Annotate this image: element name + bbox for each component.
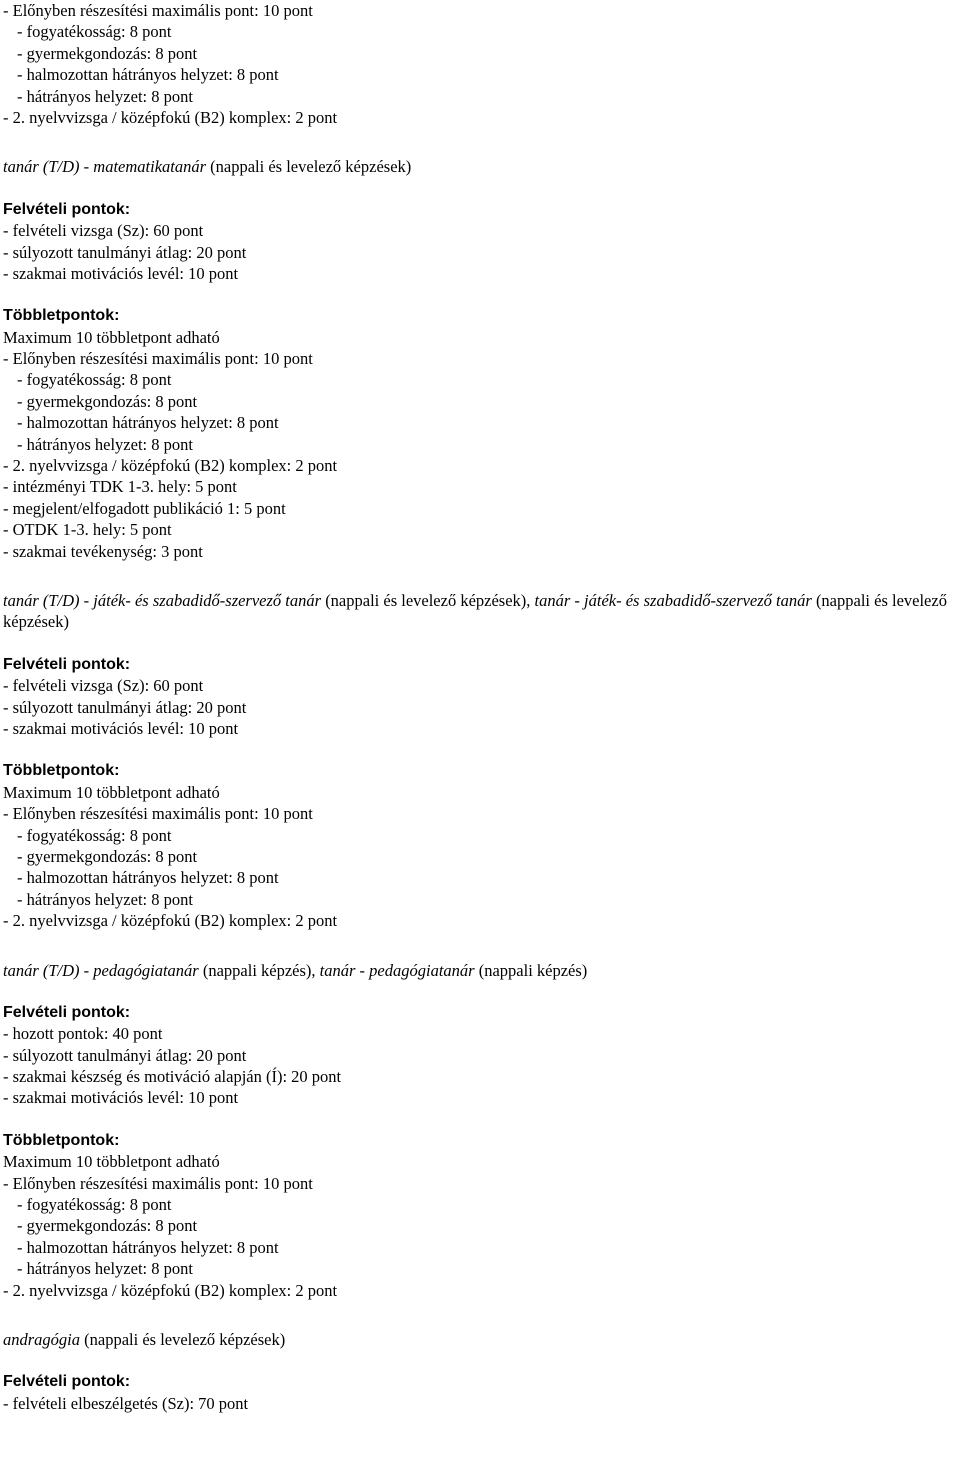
program-name: tanár (T/D) - játék- és szabadidő-szervező tanár	[3, 591, 322, 610]
felveteli-item: - súlyozott tanulmányi átlag: 20 pont	[3, 1045, 247, 1065]
felveteli-item: - hozott pontok: 40 pont	[3, 1024, 163, 1044]
program-section	[3, 1301, 960, 1414]
felveteli-item: - szakmai motivációs levél: 10 pont	[3, 263, 239, 283]
intro-line: - 2. nyelvvizsga / középfokú (B2) komplex: 2 pont	[3, 107, 338, 127]
program-title	[3, 156, 960, 177]
program-name: tanár (T/D) - matematikatanár	[3, 157, 207, 177]
tobblet-item: - megjelent/elfogadott publikáció 1: 5 pont	[3, 498, 286, 518]
intro-line: - halmozottan hátrányos helyzet: 8 pont	[17, 65, 279, 85]
tobblet-item: - 2. nyelvvizsga / középfokú (B2) komplex: 2 pont	[3, 456, 338, 476]
intro-line: - hátrányos helyzet: 8 pont	[17, 86, 193, 106]
program-title	[3, 590, 960, 633]
intro-line: - gyermekgondozás: 8 pont	[17, 43, 198, 63]
felveteli-item: - felvételi vizsga (Sz): 60 pont	[3, 221, 204, 241]
tobblet-item: Maximum 10 többletpont adható	[3, 1152, 220, 1172]
tobblet-item: - 2. nyelvvizsga / középfokú (B2) komplex: 2 pont	[3, 1280, 338, 1300]
document-page	[3, 0, 960, 1414]
program-title	[3, 1329, 960, 1350]
tobblet-heading: Többletpontok:	[3, 762, 120, 780]
tobblet-item: - halmozottan hátrányos helyzet: 8 pont	[17, 1237, 279, 1257]
tobblet-item: - 2. nyelvvizsga / középfokú (B2) komplex: 2 pont	[3, 911, 338, 931]
tobblet-item: - gyermekgondozás: 8 pont	[17, 846, 198, 866]
program-section	[3, 932, 960, 1301]
tobblet-item: - halmozottan hátrányos helyzet: 8 pont	[17, 868, 279, 888]
felveteli-item: - felvételi vizsga (Sz): 60 pont	[3, 676, 204, 696]
spacer	[3, 284, 960, 305]
tobblet-item: - fogyatékosság: 8 pont	[17, 825, 172, 845]
spacer	[3, 1350, 960, 1371]
program-sections	[3, 128, 960, 1414]
intro-line: - Előnyben részesítési maximális pont: 10 pont	[3, 1, 313, 20]
program-title	[3, 960, 960, 981]
felveteli-item: - szakmai motivációs levél: 10 pont	[3, 1088, 239, 1108]
program-format: (nappali képzés)	[474, 960, 588, 980]
tobblet-item: - szakmai tevékenység: 3 pont	[3, 541, 203, 561]
felveteli-item: - felvételi elbeszélgetés (Sz): 70 pont	[3, 1393, 249, 1413]
felveteli-heading: Felvételi pontok:	[3, 200, 131, 218]
felveteli-heading: Felvételi pontok:	[3, 1373, 131, 1391]
program-name: andragógia	[3, 1329, 81, 1349]
program-format: (nappali és levelező képzések)	[206, 157, 412, 177]
program-name: tanár - játék- és szabadidő-szervező tanár	[534, 591, 812, 610]
felveteli-heading: Felvételi pontok:	[3, 1003, 131, 1021]
tobblet-item: - OTDK 1-3. hely: 5 pont	[3, 520, 172, 540]
tobblet-item: - hátrányos helyzet: 8 pont	[17, 434, 193, 454]
spacer	[3, 1301, 960, 1329]
tobblet-heading: Többletpontok:	[3, 307, 120, 325]
program-format: (nappali és levelező képzések)	[3, 591, 947, 632]
tobblet-item: - Előnyben részesítési maximális pont: 10 pont	[3, 349, 313, 369]
program-section	[3, 128, 960, 562]
tobblet-item: - Előnyben részesítési maximális pont: 10 pont	[3, 804, 313, 824]
tobblet-heading: Többletpontok:	[3, 1131, 120, 1149]
tobblet-item: - halmozottan hátrányos helyzet: 8 pont	[17, 413, 279, 433]
felveteli-item: - súlyozott tanulmányi átlag: 20 pont	[3, 242, 247, 262]
program-name: tanár - pedagógiatanár	[319, 960, 475, 980]
tobblet-item: - gyermekgondozás: 8 pont	[17, 1216, 198, 1236]
tobblet-item: Maximum 10 többletpont adható	[3, 782, 220, 802]
tobblet-item: - hátrányos helyzet: 8 pont	[17, 1259, 193, 1279]
felveteli-item: - szakmai készség és motiváció alapján (Í): 20 pont	[3, 1067, 342, 1087]
spacer	[3, 128, 960, 156]
program-format: (nappali és levelező képzések),	[321, 591, 535, 610]
tobblet-item: - intézményi TDK 1-3. hely: 5 pont	[3, 477, 237, 497]
tobblet-item: - Előnyben részesítési maximális pont: 10 pont	[3, 1173, 313, 1193]
spacer	[3, 178, 960, 199]
spacer	[3, 981, 960, 1002]
tobblet-item: - fogyatékosság: 8 pont	[17, 370, 172, 390]
intro-line: - fogyatékosság: 8 pont	[17, 22, 172, 42]
spacer	[3, 633, 960, 654]
intro-block	[3, 0, 960, 128]
tobblet-item: - gyermekgondozás: 8 pont	[17, 391, 198, 411]
program-format: (nappali és levelező képzések)	[80, 1329, 286, 1349]
spacer	[3, 1109, 960, 1130]
spacer	[3, 739, 960, 760]
felveteli-item: - súlyozott tanulmányi átlag: 20 pont	[3, 697, 247, 717]
tobblet-item: - fogyatékosság: 8 pont	[17, 1195, 172, 1215]
program-section	[3, 562, 960, 932]
program-format: (nappali képzés),	[198, 960, 320, 980]
felveteli-heading: Felvételi pontok:	[3, 655, 131, 673]
program-name: tanár (T/D) - pedagógiatanár	[3, 960, 199, 980]
felveteli-item: - szakmai motivációs levél: 10 pont	[3, 718, 239, 738]
tobblet-item: - hátrányos helyzet: 8 pont	[17, 889, 193, 909]
spacer	[3, 562, 960, 590]
tobblet-item: Maximum 10 többletpont adható	[3, 327, 220, 347]
spacer	[3, 932, 960, 960]
